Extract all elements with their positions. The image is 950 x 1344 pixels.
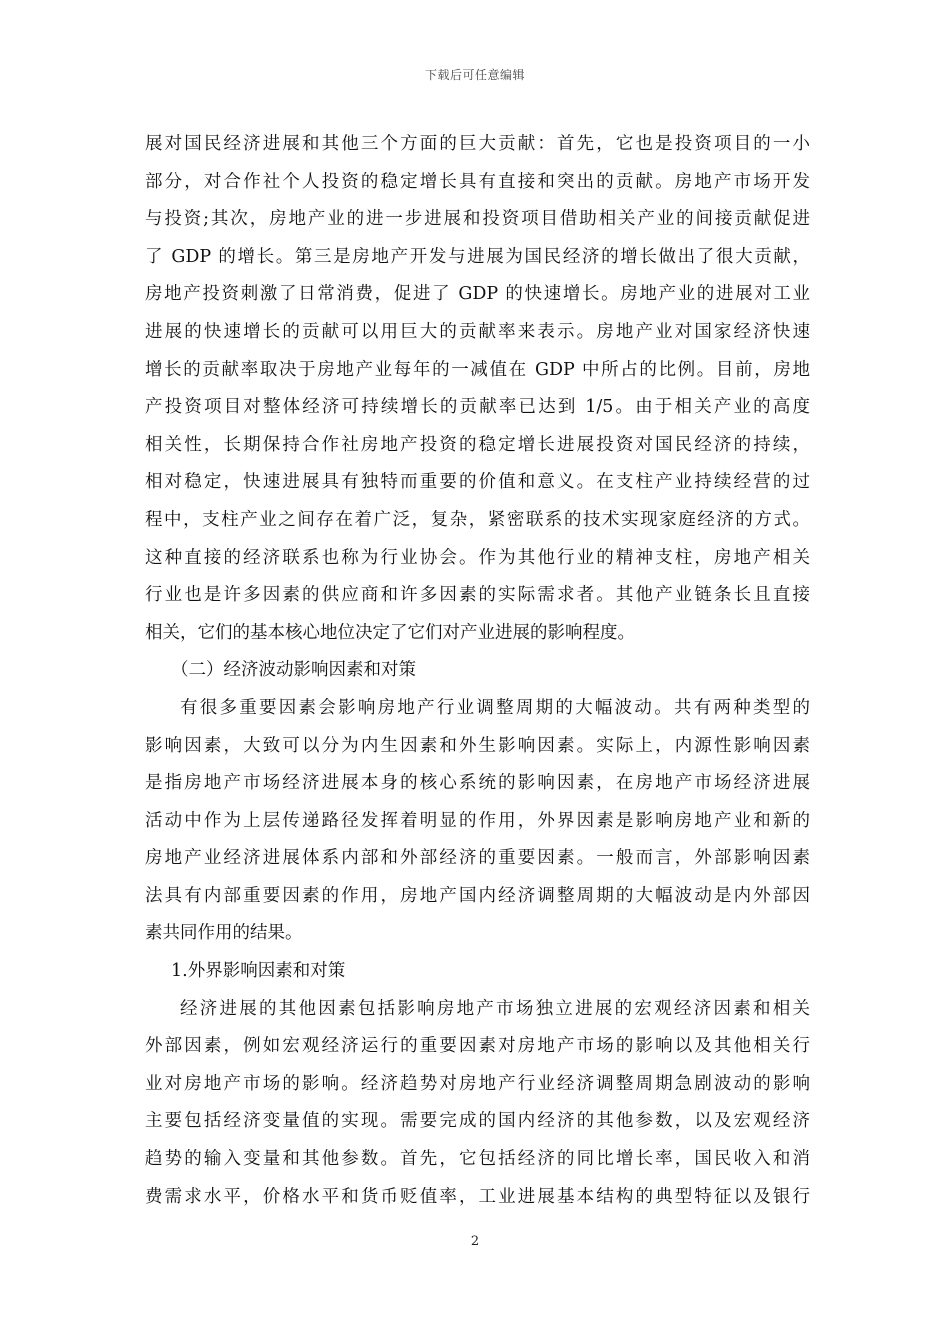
text-line: 活动中作为上层传递路径发挥着明显的作用，外界因素是影响房地产业和新的 bbox=[145, 810, 810, 831]
text-line: 相关性，长期保持合作社房地产投资的稳定增长进展投资对国民经济的持续， bbox=[145, 434, 810, 455]
text-line: 有很多重要因素会影响房地产行业调整周期的大幅波动。共有两种类型的 bbox=[180, 697, 810, 718]
text-line: 经济进展的其他因素包括影响房地产市场独立进展的宏观经济因素和相关 bbox=[180, 998, 810, 1019]
text-line: 外部因素，例如宏观经济运行的重要因素对房地产市场的影响以及其他相关行 bbox=[145, 1036, 810, 1057]
text-line: 这种直接的经济联系也称为行业协会。作为其他行业的精神支柱，房地产相关 bbox=[145, 547, 810, 568]
text-line: 程中，支柱产业之间存在着广泛，复杂，紧密联系的技术实现家庭经济的方式。 bbox=[145, 509, 810, 530]
page-header: 下载后可任意编辑 bbox=[424, 68, 525, 82]
text-line: 房地产投资刺激了日常消费，促进了 GDP 的快速增长。房地产业的进展对工业 bbox=[145, 284, 810, 305]
text-line: 相关，它们的基本核心地位决定了它们对产业进展的影响程度。 bbox=[145, 622, 635, 643]
text-line: 趋势的输入变量和其他参数。首先，它包括经济的同比增长率，国民收入和消 bbox=[145, 1149, 810, 1170]
text-line: 部分，对合作社个人投资的稳定增长具有直接和突出的贡献。房地产市场开发 bbox=[145, 171, 810, 192]
text-line: 展对国民经济进展和其他三个方面的巨大贡献：首先，它也是投资项目的一小 bbox=[145, 134, 810, 154]
text-line: 相对稳定，快速进展具有独特而重要的价值和意义。在支柱产业持续经营的过 bbox=[145, 472, 810, 493]
subsection-heading: 1.外界影响因素和对策 bbox=[171, 961, 346, 982]
section-heading: （二）经济波动影响因素和对策 bbox=[171, 660, 416, 681]
page-number: 2 bbox=[470, 1234, 480, 1249]
paragraph bbox=[145, 126, 810, 652]
text-line: 法具有内部重要因素的作用，房地产国内经济调整周期的大幅波动是内外部因 bbox=[145, 885, 810, 906]
text-line: 是指房地产市场经济进展本身的核心系统的影响因素，在房地产市场经济进展 bbox=[145, 773, 810, 794]
text-line: 产投资项目对整体经济可持续增长的贡献率已达到 1/5。由于相关产业的高度 bbox=[145, 397, 810, 418]
text-line: 素共同作用的结果。 bbox=[145, 923, 303, 944]
paragraph bbox=[145, 690, 810, 953]
text-line: 与投资;其次，房地产业的进一步进展和投资项目借助相关产业的间接贡献促进 bbox=[145, 209, 810, 230]
text-line: 增长的贡献率取决于房地产业每年的一减值在 GDP 中所占的比例。目前，房地 bbox=[145, 359, 810, 380]
text-line: 主要包括经济变量值的实现。需要完成的国内经济的其他参数，以及宏观经济 bbox=[145, 1111, 810, 1132]
text-line: 进展的快速增长的贡献可以用巨大的贡献率来表示。房地产业对国家经济快速 bbox=[145, 321, 810, 342]
text-line: 房地产业经济进展体系内部和外部经济的重要因素。一般而言，外部影响因素 bbox=[145, 848, 810, 869]
text-line: 费需求水平，价格水平和货币贬值率，工业进展基本结构的典型特征以及银行 bbox=[145, 1186, 810, 1207]
paragraph bbox=[145, 991, 810, 1217]
document-body bbox=[145, 126, 810, 1216]
text-line: 了 GDP 的增长。第三是房地产开发与进展为国民经济的增长做出了很大贡献， bbox=[145, 246, 810, 267]
text-line: 业对房地产市场的影响。经济趋势对房地产行业经济调整周期急剧波动的影响 bbox=[145, 1073, 810, 1094]
text-line: 影响因素，大致可以分为内生因素和外生影响因素。实际上，内源性影响因素 bbox=[145, 735, 810, 756]
text-line: 行业也是许多因素的供应商和许多因素的实际需求者。其他产业链条长且直接 bbox=[145, 585, 810, 606]
